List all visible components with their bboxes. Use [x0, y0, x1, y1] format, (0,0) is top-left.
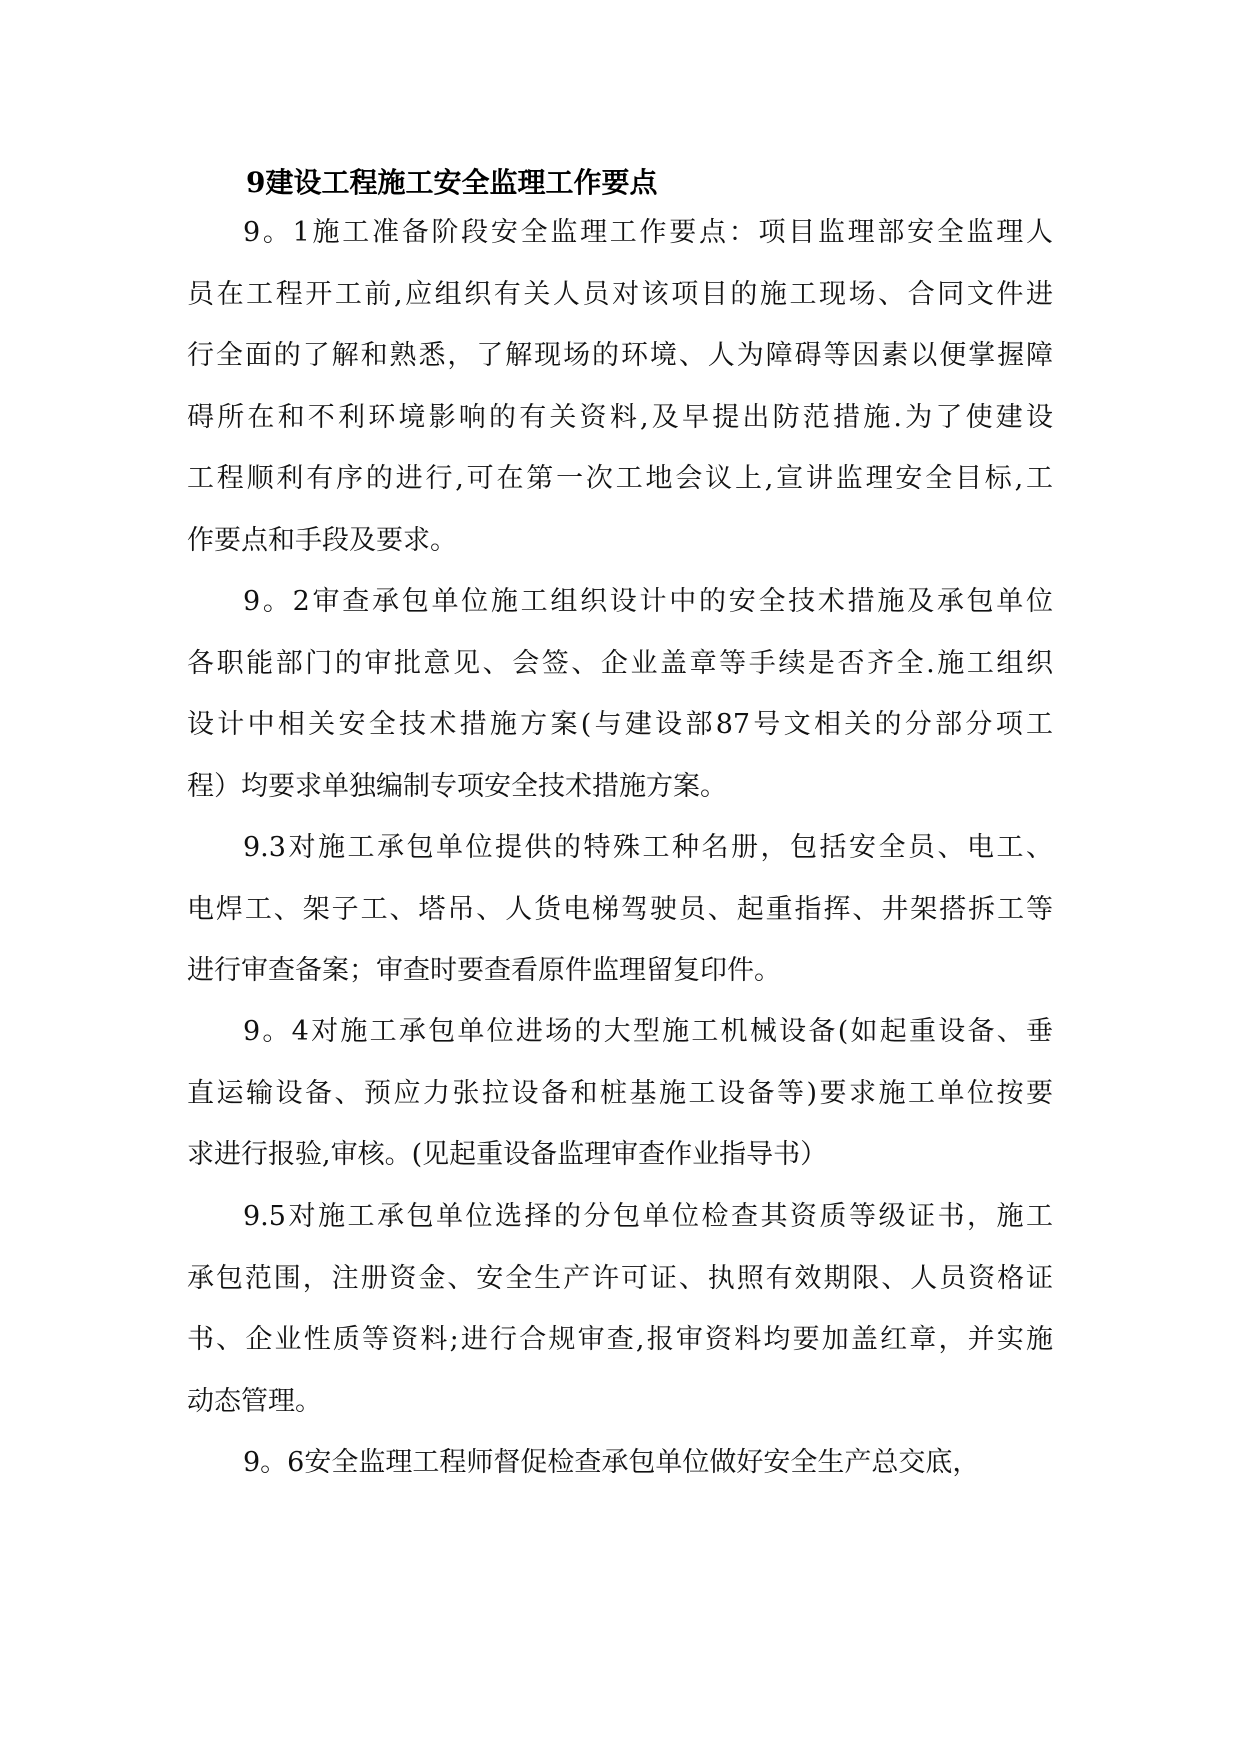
paragraph-line: 求进行报验,审核。(见起重设备监理审查作业指导书）	[187, 1139, 828, 1170]
paragraph-line: 动态管理。	[187, 1385, 322, 1417]
paragraph-line: 书、企业性质等资料;进行合规审查,报审资料均要加盖红章，并实施	[187, 1324, 1053, 1355]
section-heading: 9建设工程施工安全监理工作要点	[246, 166, 658, 199]
paragraph-9-5	[187, 1186, 1053, 1432]
paragraph-9-1	[187, 202, 1053, 571]
paragraph-line: 9。1施工准备阶段安全监理工作要点：项目监理部安全监理人	[243, 217, 1053, 248]
paragraph-9-2	[187, 571, 1053, 817]
paragraph-9-4	[187, 1001, 1053, 1186]
paragraph-9-3	[187, 817, 1053, 1002]
paragraph-line: 程）均要求单独编制专项安全技术措施方案。	[187, 770, 727, 802]
paragraph-line: 设计中相关安全技术措施方案(与建设部87号文相关的分部分项工	[187, 709, 1053, 740]
paragraph-line: 9.3对施工承包单位提供的特殊工种名册，包括安全员、电工、	[243, 832, 1053, 863]
paragraph-line: 员在工程开工前,应组织有关人员对该项目的施工现场、合同文件进	[187, 278, 1053, 310]
paragraph-line: 行全面的了解和熟悉，了解现场的环境、人为障碍等因素以便掌握障	[187, 340, 1053, 371]
paragraph-line: 电焊工、架子工、塔吊、人货电梯驾驶员、起重指挥、井架搭拆工等	[187, 893, 1053, 925]
paragraph-line: 进行审查备案；审查时要查看原件监理留复印件。	[187, 955, 781, 986]
paragraph-line: 工程顺利有序的进行,可在第一次工地会议上,宣讲监理安全目标,工	[187, 463, 1053, 494]
paragraph-line: 9.5对施工承包单位选择的分包单位检查其资质等级证书，施工	[243, 1201, 1053, 1232]
paragraph-line: 碍所在和不利环境影响的有关资料,及早提出防范措施.为了使建设	[187, 401, 1053, 433]
paragraph-line: 直运输设备、预应力张拉设备和桩基施工设备等)要求施工单位按要	[187, 1077, 1053, 1109]
paragraph-line: 9。4对施工承包单位进场的大型施工机械设备(如起重设备、垂	[243, 1016, 1053, 1047]
paragraph-line: 9。6安全监理工程师督促检查承包单位做好安全生产总交底，	[243, 1447, 980, 1478]
paragraph-line: 9。2审查承包单位施工组织设计中的安全技术措施及承包单位	[243, 586, 1053, 617]
paragraph-line: 作要点和手段及要求。	[187, 524, 457, 556]
paragraph-line: 各职能部门的审批意见、会签、企业盖章等手续是否齐全.施工组织	[187, 647, 1053, 679]
paragraph-9-6	[187, 1432, 1053, 1494]
paragraph-line: 承包范围，注册资金、安全生产许可证、执照有效期限、人员资格证	[187, 1262, 1053, 1294]
